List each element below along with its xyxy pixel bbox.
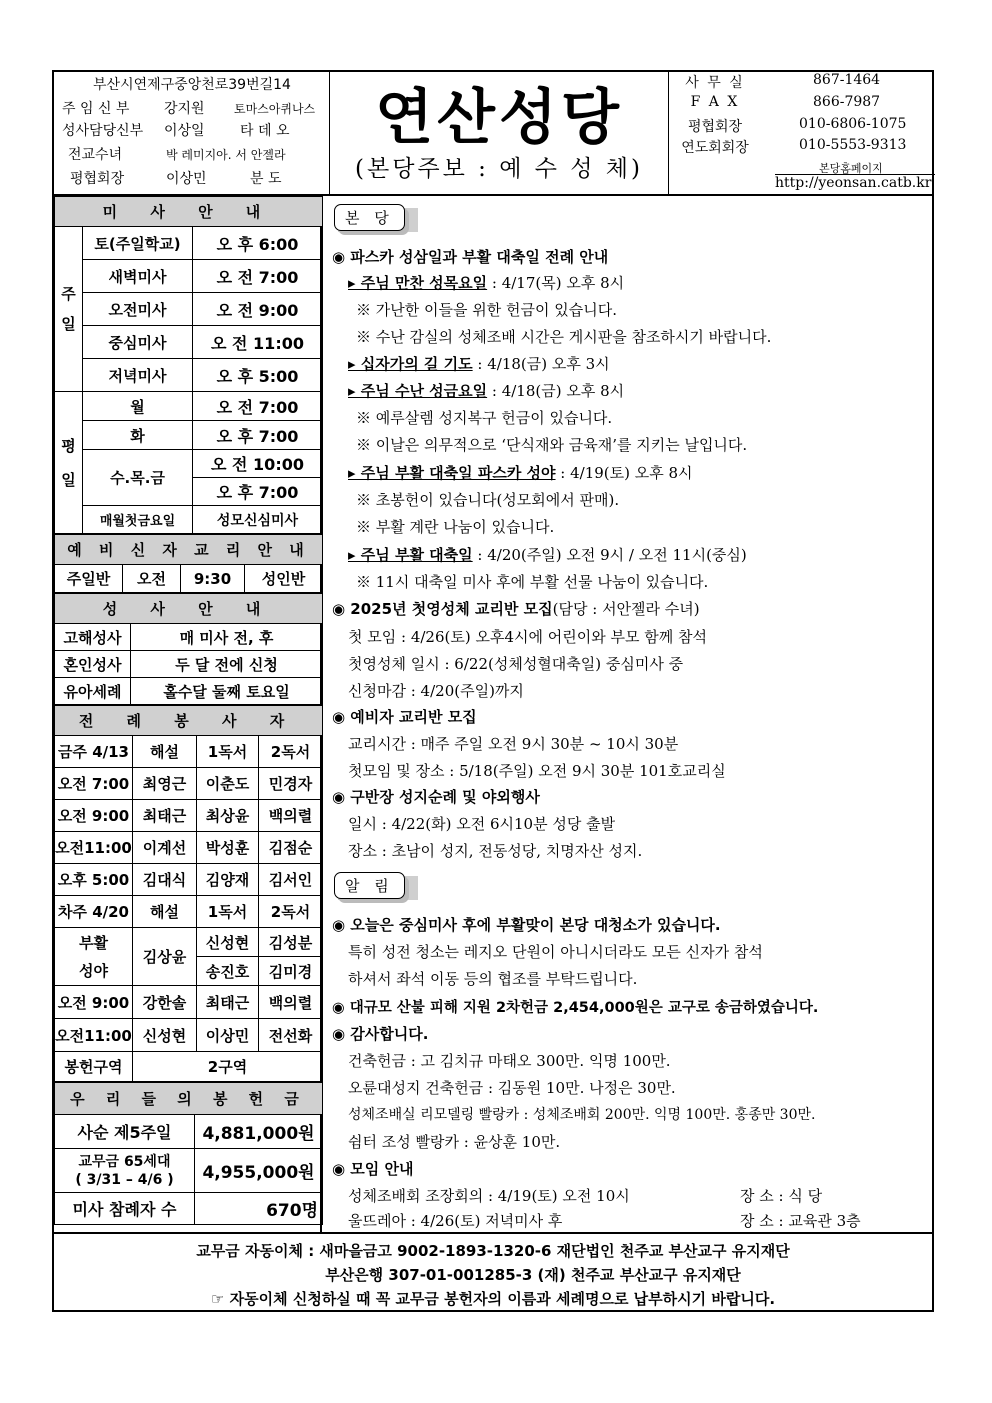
easter-vigil-label-2: 성야 <box>79 961 108 980</box>
notice-heading: ◉ 오늘은 중심미사 후에 부활맞이 본당 대청소가 있습니다. <box>332 916 721 934</box>
ministry-cell: 김성분 <box>259 928 323 957</box>
item-detail: : 4/19(토) 오후 8시 <box>555 464 693 482</box>
notice-text: 울뜨레아 : 4/26(토) 저녁미사 후 <box>348 1212 563 1230</box>
mass-time: 오 후 7:00 <box>193 421 323 450</box>
weekday-label: 평 일 <box>55 392 83 534</box>
ministry-cell: 오전 9:00 <box>55 800 133 832</box>
ministry-cell: 박성훈 <box>197 832 259 864</box>
ministry-cell: 김양재 <box>197 864 259 896</box>
ministry-cell: 김대식 <box>133 864 197 896</box>
staff-baptism: 타 데 오 <box>240 123 290 139</box>
item-detail: : 4/18(금) 오후 3시 <box>472 355 610 373</box>
ministry-cell: 이상민 <box>197 1019 259 1052</box>
sacrament-info: 매 미사 전, 후 <box>131 624 323 651</box>
catechumen-cell: 오전 <box>123 565 181 593</box>
mass-name: 월 <box>83 392 193 421</box>
parish-note: ※ 이날은 의무적으로 ‘단식재와 금육재’를 지키는 날입니다. <box>356 436 748 454</box>
offering-value: 670명 <box>195 1193 323 1225</box>
parish-text: 첫 모임 : 4/26(토) 오후4시에 어린이와 부모 함께 참석 <box>348 628 707 646</box>
parish-text: 첫모임 및 장소 : 5/18(주일) 오전 9시 30분 101호교리실 <box>348 762 726 780</box>
staff-role: 성사담당신부 <box>62 123 144 139</box>
mass-name: 수.목.금 <box>83 450 193 506</box>
notice-place: 장 소 : 식 당 <box>740 1187 823 1205</box>
footer-line: 부산은행 307-01-001285-3 (재) 천주교 부산교구 유지재단 <box>325 1266 741 1284</box>
footer <box>54 1232 932 1312</box>
header-staff-block <box>54 72 330 194</box>
homepage-label: 본당홈페이지 <box>819 162 883 175</box>
mass-time: 오 전 7:00 <box>193 392 323 421</box>
easter-vigil-label <box>55 928 133 986</box>
parish-text: 교리시간 : 매주 주일 오전 9시 30분 ~ 10시 30분 <box>348 735 679 753</box>
staff-name: 이상민 <box>166 171 207 187</box>
easter-vigil-label-1: 부활 <box>79 933 108 952</box>
ministry-cell: 백의렬 <box>259 800 323 832</box>
notice-heading: ◉ 대규모 산불 피해 지원 2차헌금 2,454,000원은 교구로 송금하였습니다. <box>332 1000 819 1016</box>
bulletin-frame <box>52 70 934 1312</box>
contact-value: 010-5553-9313 <box>799 137 907 153</box>
heading-detail: (담당 : 서안젤라 수녀) <box>552 600 700 618</box>
parish-note: ※ 예루살렘 성지복구 헌금이 있습니다. <box>356 409 613 427</box>
ministry-cell: 이계선 <box>133 832 197 864</box>
contact-value: 867-1464 <box>813 72 881 88</box>
item-title: ▸ 주님 부활 대축일 파스카 성야 <box>348 464 556 482</box>
offering-value: 4,955,000원 <box>195 1149 323 1193</box>
parish-note: ※ 초봉헌이 있습니다(성모회에서 판매). <box>356 491 620 509</box>
item-title: ▸ 십자가의 길 기도 <box>348 355 473 373</box>
ministry-cell: 송진호 <box>197 957 259 986</box>
bulletin-subtitle: (본당주보 : 예 수 성 체) <box>355 156 643 182</box>
offering-title: 우 리 들 의 봉 헌 금 <box>55 1083 323 1115</box>
ministry-cell: 2독서 <box>259 896 323 928</box>
ministry-cell: 금주 4/13 <box>55 736 133 768</box>
mass-name: 중심미사 <box>83 326 193 359</box>
right-column <box>324 196 932 1232</box>
mass-name: 화 <box>83 421 193 450</box>
footer-line: 교무금 자동이체 : 새마을금고 9002-1893-1320-6 재단법인 천주교 부산교구 유지재단 <box>196 1242 790 1260</box>
parish-heading <box>332 598 700 619</box>
sacrament-table <box>54 593 323 705</box>
staff-role: 평협회장 <box>70 171 125 187</box>
parish-item <box>348 380 624 401</box>
mass-section-title: 미 사 안 내 <box>55 197 323 227</box>
parish-note: ※ 가난한 이들을 위한 헌금이 있습니다. <box>356 301 617 319</box>
offering-area-label: 봉헌구역 <box>55 1052 133 1082</box>
ministry-cell: 최영근 <box>133 768 197 800</box>
mass-time: 오 전 7:00 <box>193 260 323 293</box>
ministry-cell: 오후 5:00 <box>55 864 133 896</box>
mass-name: 토(주일학교) <box>83 227 193 260</box>
catechumen-table <box>54 534 323 593</box>
parish-item <box>348 544 747 565</box>
item-title: ▸ 주님 수난 성금요일 <box>348 382 488 400</box>
ministry-cell: 이춘도 <box>197 768 259 800</box>
contact-label: 평협회장 <box>687 119 743 135</box>
offering-area-value: 2구역 <box>133 1052 323 1082</box>
contact-label: 연도회회장 <box>681 140 749 156</box>
parish-text: 첫영성체 일시 : 6/22(성체성혈대축일) 중심미사 중 <box>348 655 684 673</box>
item-title: ▸ 주님 만찬 성목요일 <box>348 274 488 292</box>
contact-value: 010-6806-1075 <box>799 116 907 132</box>
staff-role: 주 임 신 부 <box>62 101 130 117</box>
parish-news-tag: 본 당 <box>334 204 405 231</box>
parish-text: 신청마감 : 4/20(주일)까지 <box>348 682 524 700</box>
mass-time: 오 후 7:00 <box>193 478 323 506</box>
ministry-cell: 김점순 <box>259 832 323 864</box>
staff-baptism: 토마스아퀴나스 <box>234 102 316 116</box>
ministry-cell: 2독서 <box>259 736 323 768</box>
parish-text: 일시 : 4/22(화) 오전 6시10분 성당 출발 <box>348 815 616 833</box>
staff-role: 전교수녀 <box>68 147 123 163</box>
catechumen-cell: 성인반 <box>245 565 323 593</box>
ministry-cell: 백의렬 <box>259 986 323 1019</box>
catechumen-cell: 9:30 <box>181 565 245 593</box>
ministry-cell: 김서인 <box>259 864 323 896</box>
staff-name: 강지원 <box>164 101 205 117</box>
mass-time: 오 후 6:00 <box>193 227 323 260</box>
ministry-table <box>54 705 323 1082</box>
mass-time: 오 전 10:00 <box>193 450 323 478</box>
notice-text: 특히 성전 청소는 레지오 단원이 아니시더라도 모든 신자가 참석 <box>348 943 763 961</box>
notice-tag: 알 림 <box>334 872 405 899</box>
notice-text: 성체조배실 리모델링 빨랑카 : 성체조배회 200만. 익명 100만. 홍종만 30만. <box>348 1107 816 1123</box>
homepage-link[interactable]: http://yeonsan.catb.kr <box>775 174 935 191</box>
left-column <box>54 196 322 1232</box>
parish-note: ※ 11시 대축일 미사 후에 부활 선물 나눔이 있습니다. <box>356 573 709 591</box>
bulletin-title: 연산성당 <box>375 83 623 153</box>
notice-heading: ◉ 모임 안내 <box>332 1160 414 1178</box>
offering-label <box>55 1149 195 1193</box>
parish-heading: ◉ 예비자 교리반 모집 <box>332 708 477 726</box>
sacrament-info: 두 달 전에 신청 <box>131 651 323 678</box>
ministry-title: 전 례 봉 사 자 <box>55 706 323 736</box>
notice-place: 장 소 : 교육관 3층 <box>740 1212 861 1230</box>
mass-name: 새벽미사 <box>83 260 193 293</box>
ministry-cell: 최태근 <box>197 986 259 1019</box>
mass-time: 오 전 11:00 <box>193 326 323 359</box>
header-contacts-block <box>668 72 934 194</box>
header-title-block <box>330 72 668 194</box>
ministry-cell: 오전 9:00 <box>55 986 133 1019</box>
ministry-cell: 김미경 <box>259 957 323 986</box>
staff-name: 이상일 <box>164 123 205 139</box>
contact-label: 사 무 실 <box>685 75 745 91</box>
offering-label-line1: 교무금 65세대 <box>78 1153 171 1170</box>
footer-line: ☞ 자동이체 신청하실 때 꼭 교무금 봉헌자의 이름과 세례명으로 납부하시기 바랍니다. <box>210 1290 776 1308</box>
parish-text: 장소 : 초남이 성지, 전동성당, 치명자산 성지. <box>348 842 643 860</box>
offering-label: 미사 참례자 수 <box>55 1193 195 1225</box>
ministry-cell: 1독서 <box>197 736 259 768</box>
sunday-label: 주 일 <box>55 227 83 392</box>
ministry-cell: 최상윤 <box>197 800 259 832</box>
offering-value: 4,881,000원 <box>195 1115 323 1149</box>
ministry-cell: 차주 4/20 <box>55 896 133 928</box>
ministry-cell: 오전 7:00 <box>55 768 133 800</box>
parish-note: ※ 수난 감실의 성체조배 시간은 게시판을 참조하시기 바랍니다. <box>356 328 772 346</box>
sacrament-info: 홀수달 둘째 토요일 <box>131 678 323 705</box>
notice-text: 오륜대성지 건축헌금 : 김동원 10만. 나정은 30만. <box>348 1079 676 1097</box>
staff-baptism: 분 도 <box>250 171 282 187</box>
mass-time: 오 전 9:00 <box>193 293 323 326</box>
offering-label: 사순 제5주일 <box>55 1115 195 1149</box>
mass-name: 오전미사 <box>83 293 193 326</box>
catechumen-cell: 주일반 <box>55 565 123 593</box>
offering-table <box>54 1082 323 1225</box>
notice-text: 쉼터 조성 빨랑카 : 윤상훈 10만. <box>348 1133 561 1151</box>
offering-label-line2: ( 3/31 – 4/6 ) <box>75 1171 174 1188</box>
parish-item <box>348 272 624 293</box>
staff-name: 박 레미지아. 서 안젤라 <box>166 148 286 162</box>
parish-item <box>348 353 610 374</box>
contact-value: 866-7987 <box>813 94 881 110</box>
ministry-cell: 강한솔 <box>133 986 197 1019</box>
catechumen-title: 예 비 신 자 교 리 안 내 <box>55 535 323 565</box>
ministry-cell: 오전11:00 <box>55 1019 133 1052</box>
ministry-cell: 오전11:00 <box>55 832 133 864</box>
parish-item <box>348 462 693 483</box>
ministry-cell: 민경자 <box>259 768 323 800</box>
ministry-cell: 최태근 <box>133 800 197 832</box>
ministry-cell: 1독서 <box>197 896 259 928</box>
sacrament-title: 성 사 안 내 <box>55 594 323 624</box>
sacrament-name: 혼인성사 <box>55 651 131 678</box>
parish-heading: ◉ 구반장 성지순례 및 야외행사 <box>332 788 540 806</box>
ministry-cell: 김상윤 <box>133 928 197 986</box>
heading-text: ◉ 2025년 첫영성체 교리반 모집 <box>332 600 553 618</box>
mass-name: 매월첫금요일 <box>83 506 193 534</box>
mass-name: 저녁미사 <box>83 359 193 392</box>
ministry-cell: 신성현 <box>133 1019 197 1052</box>
item-title: ▸ 주님 부활 대축일 <box>348 546 473 564</box>
sacrament-name: 유아세례 <box>55 678 131 705</box>
parish-heading: ◉ 파스카 성삼일과 부활 대축일 전례 안내 <box>332 248 609 266</box>
notice-text: 성체조배회 조장회의 : 4/19(토) 오전 10시 <box>348 1187 630 1205</box>
mass-time: 오 후 5:00 <box>193 359 323 392</box>
item-detail: : 4/18(금) 오후 8시 <box>487 382 625 400</box>
sacrament-name: 고해성사 <box>55 624 131 651</box>
ministry-cell: 해설 <box>133 736 197 768</box>
mass-schedule-table <box>54 196 323 534</box>
mass-time: 성모신심미사 <box>193 506 323 534</box>
parish-address: 부산시연제구중앙천로39번길14 <box>93 77 291 93</box>
notice-text: 건축헌금 : 고 김치규 마태오 300만. 익명 100만. <box>348 1052 671 1070</box>
ministry-cell: 전선화 <box>259 1019 323 1052</box>
ministry-cell: 해설 <box>133 896 197 928</box>
ministry-cell: 신성현 <box>197 928 259 957</box>
notice-text: 하셔서 좌석 이동 등의 협조를 부탁드립니다. <box>348 970 638 988</box>
parish-note: ※ 부활 계란 나눔이 있습니다. <box>356 518 555 536</box>
item-detail: : 4/17(목) 오후 8시 <box>487 274 625 292</box>
item-detail: : 4/20(주일) 오전 9시 / 오전 11시(중심) <box>472 546 747 564</box>
notice-heading: ◉ 감사합니다. <box>332 1025 429 1043</box>
contact-label: F A X <box>690 94 740 110</box>
